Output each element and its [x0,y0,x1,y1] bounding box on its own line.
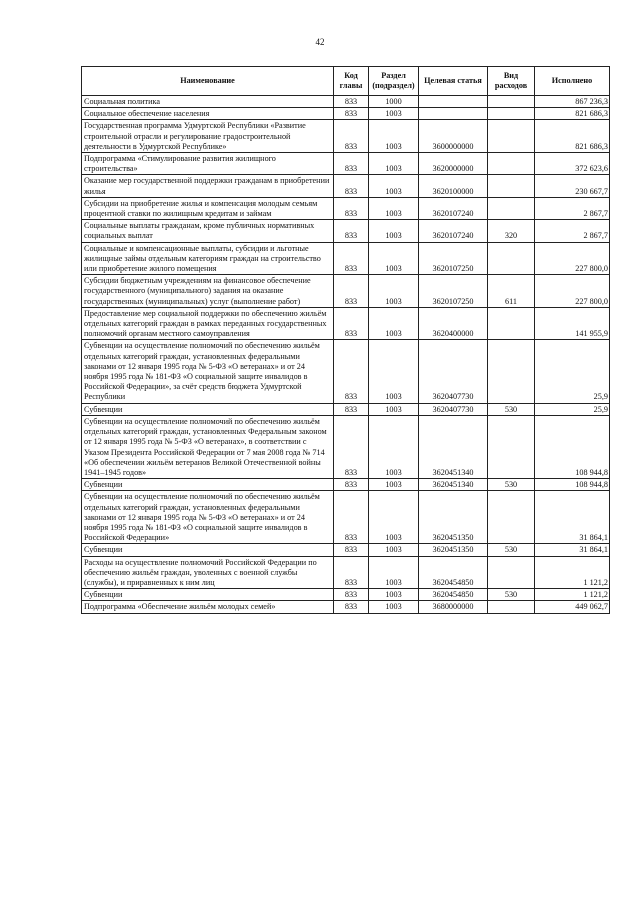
cell-code: 833 [334,96,369,108]
cell-code: 833 [334,491,369,544]
table-row [82,479,610,491]
cell-target [419,108,488,120]
cell-type: 530 [488,544,535,556]
header-code: Код главы [334,67,369,96]
table-row [82,120,610,153]
table-row [82,589,610,601]
cell-code: 833 [334,601,369,613]
cell-name: Субвенции на осуществление полномочий по обеспечению жильём отдельных категорий граждан, установленных федеральными законами от 12 января 1995 года № 5-ФЗ «О ветеранах» и от 24 ноября 1995 года № 181-ФЗ «О социальной защите инвалидов в Российской Федерации» [82,491,334,544]
cell-section: 1003 [369,479,419,491]
cell-type [488,415,535,478]
table-row [82,242,610,275]
cell-executed: 108 944,8 [535,479,610,491]
cell-code: 833 [334,403,369,415]
cell-executed: 25,9 [535,340,610,403]
table-row [82,275,610,308]
cell-target: 3620454850 [419,556,488,589]
cell-code: 833 [334,556,369,589]
cell-type [488,153,535,175]
cell-name: Субсидии бюджетным учреждениям на финансовое обеспечение государственного (муниципального) задания на оказание государственных (муниципальных) услуг (выполнение работ) [82,275,334,308]
cell-code: 833 [334,197,369,219]
cell-target: 3620451340 [419,415,488,478]
cell-executed: 449 062,7 [535,601,610,613]
cell-target: 3680000000 [419,601,488,613]
cell-executed: 31 864,1 [535,491,610,544]
cell-name: Субвенции на осуществление полномочий по обеспечению жильём отдельных категорий граждан, установленных Федеральным законом от 12 января 1995 года № 5-ФЗ «О ветеранах», в соответствии с Указом Президента Российской Федерации от 7 мая 2008 года № 714 «Об обеспечении жильём ветеранов Великой Отечественной войны 1941–1945 годов» [82,415,334,478]
table-row [82,307,610,340]
cell-code: 833 [334,340,369,403]
cell-executed: 227 800,0 [535,275,610,308]
cell-executed: 230 667,7 [535,175,610,197]
cell-target: 3620107250 [419,242,488,275]
page-number: 42 [315,37,325,47]
cell-section: 1003 [369,589,419,601]
cell-type [488,601,535,613]
cell-name: Субвенции [82,544,334,556]
cell-target: 3620100000 [419,175,488,197]
cell-name: Предоставление мер социальной поддержки по обеспечению жильём отдельных категорий граждан в рамках переданных государственных полномочий органам местного самоуправления [82,307,334,340]
cell-target [419,96,488,108]
cell-code: 833 [334,275,369,308]
cell-code: 833 [334,175,369,197]
cell-code: 833 [334,589,369,601]
cell-type [488,120,535,153]
table-row [82,601,610,613]
cell-code: 833 [334,479,369,491]
cell-executed: 1 121,2 [535,556,610,589]
budget-table [81,66,610,614]
cell-type [488,307,535,340]
cell-type [488,96,535,108]
cell-type [488,556,535,589]
table-row [82,544,610,556]
cell-section: 1000 [369,96,419,108]
cell-code: 833 [334,108,369,120]
cell-section: 1003 [369,220,419,242]
cell-target: 3620107240 [419,197,488,219]
table-row [82,220,610,242]
cell-section: 1003 [369,491,419,544]
header-row [82,67,610,96]
cell-target: 3620407730 [419,403,488,415]
table-row [82,415,610,478]
cell-type: 530 [488,479,535,491]
cell-name: Оказание мер государственной поддержки гражданам в приобретении жилья [82,175,334,197]
cell-type [488,242,535,275]
cell-name: Субвенции [82,479,334,491]
cell-code: 833 [334,153,369,175]
cell-type [488,175,535,197]
cell-code: 833 [334,220,369,242]
cell-executed: 821 686,3 [535,108,610,120]
cell-name: Субвенции [82,403,334,415]
cell-target: 3620451350 [419,544,488,556]
cell-name: Социальная политика [82,96,334,108]
cell-type [488,108,535,120]
cell-target: 3620107250 [419,275,488,308]
cell-section: 1003 [369,108,419,120]
cell-type: 530 [488,589,535,601]
header-target: Целевая статья [419,67,488,96]
cell-target: 3620451350 [419,491,488,544]
header-executed: Исполнено [535,67,610,96]
cell-type [488,197,535,219]
table-row [82,556,610,589]
cell-section: 1003 [369,601,419,613]
cell-name: Субвенции [82,589,334,601]
cell-name: Субсидии на приобретение жилья и компенсация молодым семьям процентной ставки по жилищным кредитам и займам [82,197,334,219]
table-row [82,108,610,120]
cell-code: 833 [334,242,369,275]
cell-type [488,340,535,403]
table-row [82,175,610,197]
cell-type: 611 [488,275,535,308]
cell-target: 3620451340 [419,479,488,491]
cell-section: 1003 [369,153,419,175]
cell-target: 3620407730 [419,340,488,403]
cell-target: 3620000000 [419,153,488,175]
cell-type [488,491,535,544]
cell-type: 320 [488,220,535,242]
cell-name: Подпрограмма «Стимулирование развития жилищного строительства» [82,153,334,175]
cell-type: 530 [488,403,535,415]
table-row [82,197,610,219]
cell-name: Государственная программа Удмуртской Республики «Развитие строительной отрасли и регулирование градостроительной деятельности в Удмуртской Республике» [82,120,334,153]
table-row [82,340,610,403]
cell-executed: 141 955,9 [535,307,610,340]
cell-executed: 25,9 [535,403,610,415]
cell-section: 1003 [369,120,419,153]
table-row [82,153,610,175]
cell-executed: 1 121,2 [535,589,610,601]
cell-section: 1003 [369,544,419,556]
cell-executed: 108 944,8 [535,415,610,478]
cell-name: Социальные и компенсационные выплаты, субсидии и льготные жилищные займы отдельным категориям граждан на строительство или приобретение жилого помещения [82,242,334,275]
cell-name: Социальное обеспечение населения [82,108,334,120]
cell-section: 1003 [369,415,419,478]
cell-executed: 821 686,3 [535,120,610,153]
cell-code: 833 [334,120,369,153]
table-row [82,96,610,108]
cell-code: 833 [334,307,369,340]
cell-target: 3620400000 [419,307,488,340]
cell-name: Социальные выплаты гражданам, кроме публичных нормативных социальных выплат [82,220,334,242]
cell-target: 3620454850 [419,589,488,601]
cell-target: 3620107240 [419,220,488,242]
cell-section: 1003 [369,340,419,403]
cell-code: 833 [334,415,369,478]
cell-executed: 867 236,3 [535,96,610,108]
cell-section: 1003 [369,275,419,308]
cell-executed: 2 867,7 [535,197,610,219]
cell-name: Подпрограмма «Обеспечение жильём молодых семей» [82,601,334,613]
cell-section: 1003 [369,403,419,415]
cell-section: 1003 [369,197,419,219]
cell-executed: 227 800,0 [535,242,610,275]
cell-section: 1003 [369,556,419,589]
cell-name: Субвенции на осуществление полномочий по обеспечению жильём отдельных категорий граждан, установленных федеральными законами от 12 января 1995 года № 5-ФЗ «О ветеранах» и от 24 ноября 1995 года № 181-ФЗ «О социальной защите инвалидов в Российской Федерации», за счёт средств бюджета Удмуртской Республики [82,340,334,403]
cell-executed: 2 867,7 [535,220,610,242]
header-section: Раздел (подраздел) [369,67,419,96]
table-row [82,491,610,544]
cell-executed: 31 864,1 [535,544,610,556]
header-name: Наименование [82,67,334,96]
table-row [82,403,610,415]
cell-target: 3600000000 [419,120,488,153]
cell-section: 1003 [369,242,419,275]
cell-name: Расходы на осуществление полномочий Российской Федерации по обеспечению жильём граждан, уволенных с военной службы (службы), и приравненных к ним лиц [82,556,334,589]
cell-section: 1003 [369,175,419,197]
header-type: Вид расходов [488,67,535,96]
cell-executed: 372 623,6 [535,153,610,175]
cell-code: 833 [334,544,369,556]
cell-section: 1003 [369,307,419,340]
